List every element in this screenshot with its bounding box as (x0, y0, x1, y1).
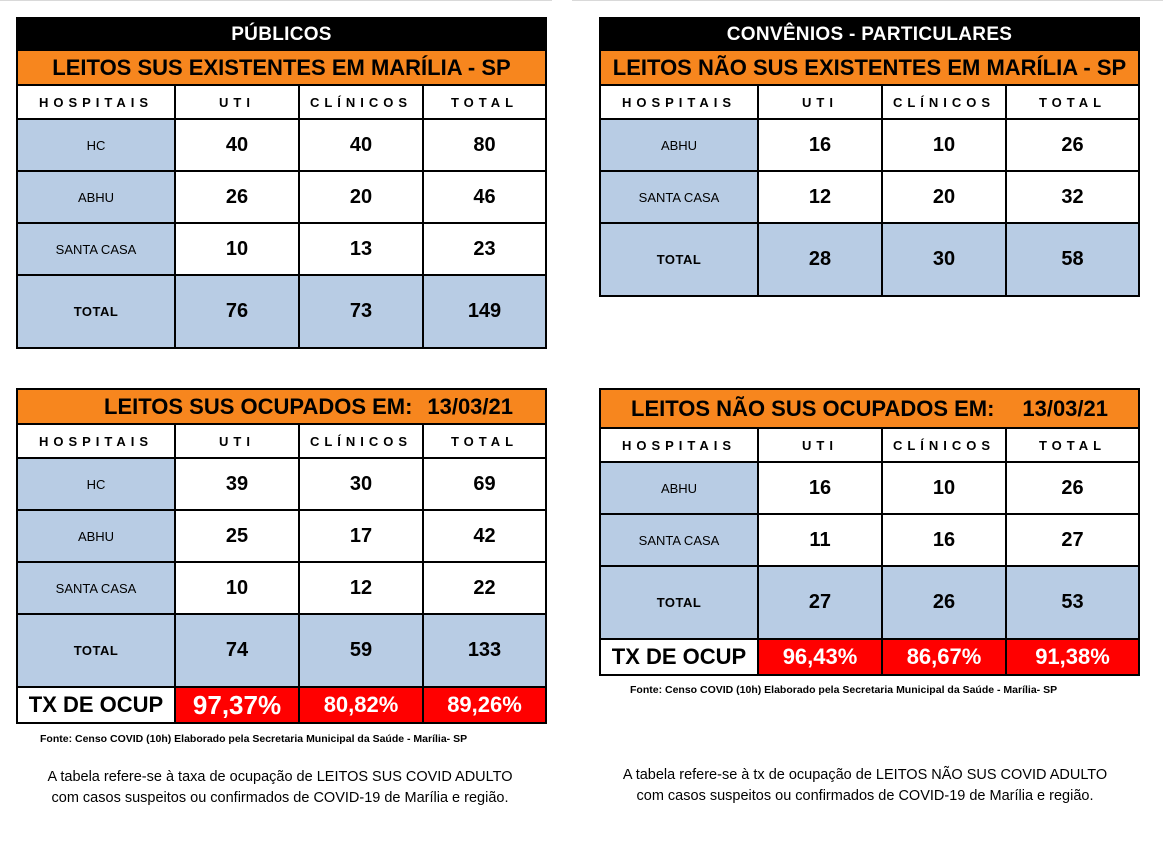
total-total: 58 (1006, 223, 1139, 296)
hospital-name: ABHU (17, 171, 175, 223)
uti-value: 40 (175, 119, 299, 171)
table-row (600, 462, 1139, 514)
col-header-hospitais: HOSPITAIS (600, 85, 758, 119)
col-header-uti: UTI (175, 424, 299, 458)
total-value: 46 (423, 171, 546, 223)
occupancy-rate-clinicos: 86,67% (882, 639, 1006, 675)
total-uti: 28 (758, 223, 882, 296)
clinicos-value: 20 (299, 171, 423, 223)
total-clinicos: 59 (299, 614, 423, 687)
sus-occupied-panel (16, 388, 547, 724)
sus-existing-panel (16, 17, 547, 349)
uti-value: 16 (758, 119, 882, 171)
total-value: 69 (423, 458, 546, 510)
clinicos-value: 10 (882, 119, 1006, 171)
occupancy-rate-row (17, 687, 546, 723)
total-value: 32 (1006, 171, 1139, 223)
table-title-date: 13/03/21 (427, 393, 513, 419)
occupancy-rate-label: TX DE OCUP (17, 687, 175, 723)
section-header-convenios: CONVÊNIOS - PARTICULARES (599, 17, 1140, 49)
total-label: TOTAL (600, 223, 758, 296)
clinicos-value: 30 (299, 458, 423, 510)
col-header-clinicos: CLÍNICOS (882, 85, 1006, 119)
hospital-name: HC (17, 119, 175, 171)
total-total: 149 (423, 275, 546, 348)
total-label: TOTAL (17, 275, 175, 348)
uti-value: 10 (175, 223, 299, 275)
total-uti: 76 (175, 275, 299, 348)
total-value: 27 (1006, 514, 1139, 566)
occupancy-rate-uti: 97,37% (175, 687, 299, 723)
total-clinicos: 73 (299, 275, 423, 348)
occupancy-rate-uti: 96,43% (758, 639, 882, 675)
occupancy-rate-total: 91,38% (1006, 639, 1139, 675)
total-total: 133 (423, 614, 546, 687)
hospital-name: SANTA CASA (17, 562, 175, 614)
source-note: Fonte: Censo COVID (10h) Elaborado pela Secretaria Municipal da Saúde - Marília- SP (40, 733, 468, 745)
occupancy-rate-row (600, 639, 1139, 675)
caption-line-2: com casos suspeitos ou confirmados de COVID-19 de Marília e região. (51, 790, 509, 806)
table-row (600, 514, 1139, 566)
caption-line-1: A tabela refere-se à taxa de ocupação de LEITOS SUS COVID ADULTO (47, 769, 513, 785)
table-title-row (600, 389, 1139, 428)
occupancy-rate-total: 89,26% (423, 687, 546, 723)
non-sus-occupied-table (599, 388, 1140, 676)
clinicos-value: 20 (882, 171, 1006, 223)
table-row (600, 171, 1139, 223)
hospital-name: HC (17, 458, 175, 510)
column-header-row (17, 85, 546, 119)
col-header-clinicos: CLÍNICOS (299, 85, 423, 119)
table-title (18, 394, 545, 420)
uti-value: 10 (175, 562, 299, 614)
total-clinicos: 26 (882, 566, 1006, 639)
non-sus-existing-panel (599, 17, 1140, 297)
table-title: LEITOS NÃO SUS EXISTENTES EM MARÍLIA - SP (600, 50, 1139, 85)
total-total: 53 (1006, 566, 1139, 639)
col-header-total: TOTAL (423, 424, 546, 458)
table-row (17, 171, 546, 223)
total-value: 26 (1006, 462, 1139, 514)
total-label: TOTAL (17, 614, 175, 687)
col-header-uti: UTI (758, 428, 882, 462)
table-row (17, 510, 546, 562)
total-clinicos: 30 (882, 223, 1006, 296)
total-value: 80 (423, 119, 546, 171)
clinicos-value: 17 (299, 510, 423, 562)
non-sus-occupied-panel (599, 388, 1140, 676)
uti-value: 16 (758, 462, 882, 514)
col-header-hospitais: HOSPITAIS (17, 85, 175, 119)
clinicos-value: 12 (299, 562, 423, 614)
table-title-row (17, 50, 546, 85)
hospital-name: ABHU (17, 510, 175, 562)
top-divider-right (572, 0, 1163, 1)
table-title-row (600, 50, 1139, 85)
caption-note (0, 767, 560, 809)
table-row (600, 119, 1139, 171)
total-uti: 27 (758, 566, 882, 639)
total-value: 26 (1006, 119, 1139, 171)
uti-value: 25 (175, 510, 299, 562)
table-title: LEITOS SUS EXISTENTES EM MARÍLIA - SP (17, 50, 546, 85)
hospital-name: SANTA CASA (600, 171, 758, 223)
table-title-text: LEITOS NÃO SUS OCUPADOS EM: (631, 395, 995, 421)
source-note: Fonte: Censo COVID (10h) Elaborado pela Secretaria Municipal da Saúde - Marília- SP (630, 684, 1058, 696)
table-row (17, 119, 546, 171)
section-header-publicos: PÚBLICOS (16, 17, 547, 49)
total-value: 22 (423, 562, 546, 614)
hospital-name: ABHU (600, 462, 758, 514)
total-row (600, 566, 1139, 639)
table-title-date: 13/03/21 (1022, 395, 1108, 421)
uti-value: 12 (758, 171, 882, 223)
table-row (17, 562, 546, 614)
total-row (600, 223, 1139, 296)
column-header-row (600, 428, 1139, 462)
sus-occupied-table (16, 388, 547, 724)
total-label: TOTAL (600, 566, 758, 639)
caption-line-1: A tabela refere-se à tx de ocupação de LEITOS NÃO SUS COVID ADULTO (622, 767, 1108, 783)
clinicos-value: 10 (882, 462, 1006, 514)
clinicos-value: 13 (299, 223, 423, 275)
table-title (601, 396, 1138, 422)
sus-existing-table (16, 49, 547, 349)
col-header-clinicos: CLÍNICOS (299, 424, 423, 458)
table-title-text: LEITOS SUS OCUPADOS EM: (104, 393, 413, 419)
table-row (17, 458, 546, 510)
uti-value: 39 (175, 458, 299, 510)
total-row (17, 275, 546, 348)
col-header-uti: UTI (758, 85, 882, 119)
top-divider-left (0, 0, 552, 1)
occupancy-rate-label: TX DE OCUP (600, 639, 758, 675)
hospital-name: SANTA CASA (17, 223, 175, 275)
col-header-clinicos: CLÍNICOS (882, 428, 1006, 462)
column-header-row (600, 85, 1139, 119)
total-value: 23 (423, 223, 546, 275)
total-uti: 74 (175, 614, 299, 687)
col-header-uti: UTI (175, 85, 299, 119)
total-value: 42 (423, 510, 546, 562)
uti-value: 26 (175, 171, 299, 223)
caption-line-2: com casos suspeitos ou confirmados de COVID-19 de Marília e região. (636, 788, 1094, 804)
table-title-row (17, 389, 546, 424)
clinicos-value: 40 (299, 119, 423, 171)
caption-note (580, 765, 1150, 807)
hospital-name: SANTA CASA (600, 514, 758, 566)
col-header-hospitais: HOSPITAIS (17, 424, 175, 458)
col-header-total: TOTAL (1006, 428, 1139, 462)
col-header-total: TOTAL (1006, 85, 1139, 119)
total-row (17, 614, 546, 687)
column-header-row (17, 424, 546, 458)
hospital-name: ABHU (600, 119, 758, 171)
clinicos-value: 16 (882, 514, 1006, 566)
table-row (17, 223, 546, 275)
non-sus-existing-table (599, 49, 1140, 297)
uti-value: 11 (758, 514, 882, 566)
col-header-total: TOTAL (423, 85, 546, 119)
col-header-hospitais: HOSPITAIS (600, 428, 758, 462)
occupancy-rate-clinicos: 80,82% (299, 687, 423, 723)
